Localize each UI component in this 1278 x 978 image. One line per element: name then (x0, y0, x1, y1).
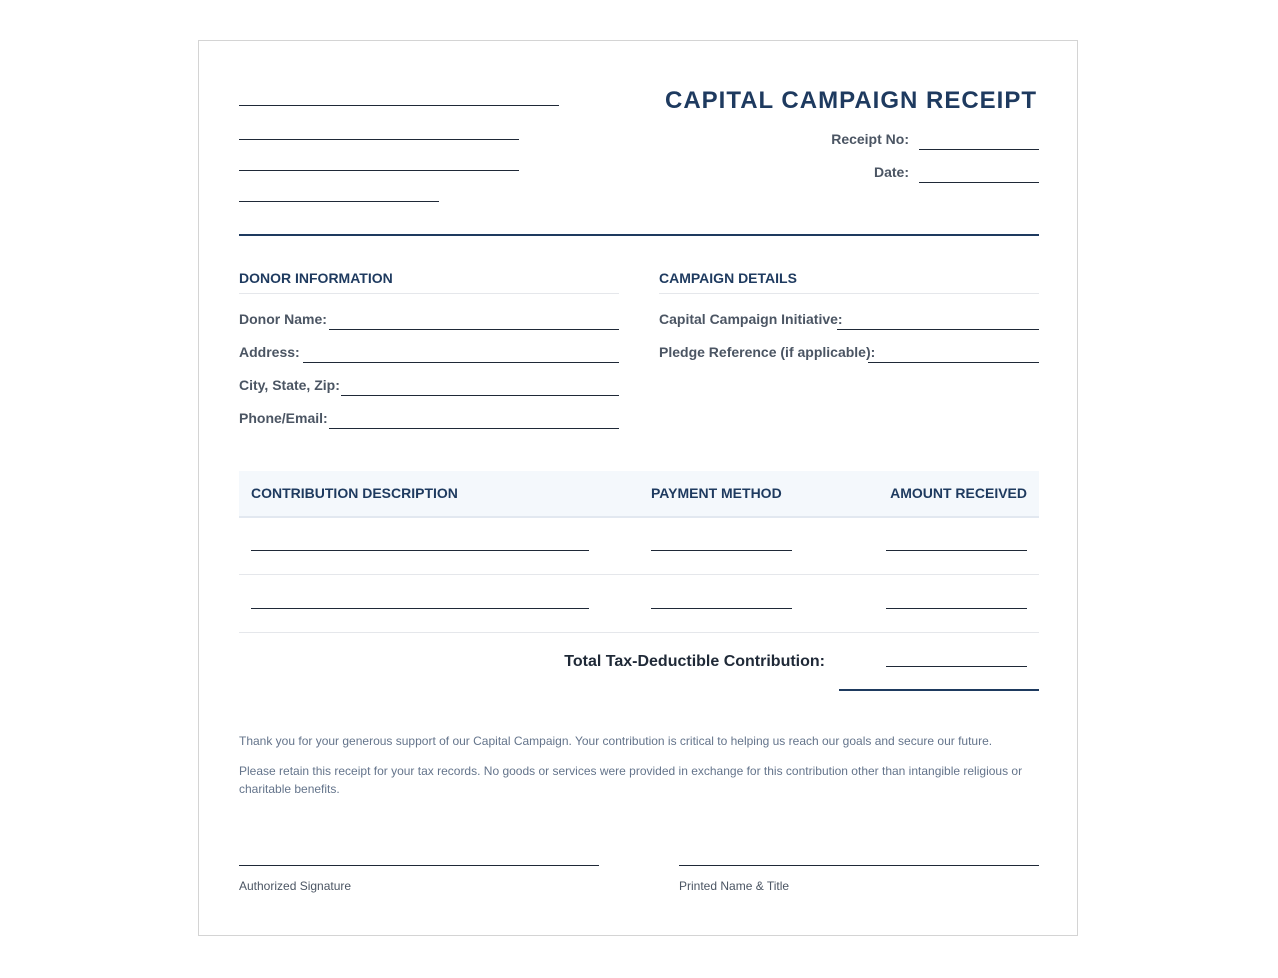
receipt-no-field[interactable] (919, 149, 1039, 150)
org-address-line[interactable] (239, 139, 519, 140)
org-city-line[interactable] (239, 170, 519, 171)
total-underline (839, 689, 1039, 691)
city-state-zip-field[interactable] (341, 395, 619, 396)
col-contribution-description: CONTRIBUTION DESCRIPTION (251, 485, 458, 501)
phone-email-label: Phone/Email: (239, 410, 328, 426)
org-phone-line[interactable] (239, 201, 439, 202)
contribution-table-header (239, 471, 1039, 518)
pledge-reference-label: Pledge Reference (if applicable): (659, 344, 876, 360)
col-amount-received: AMOUNT RECEIVED (890, 485, 1027, 501)
address-field[interactable] (303, 362, 619, 363)
printed-name-line[interactable] (679, 865, 1039, 866)
table-row-divider (239, 574, 1039, 575)
address-label: Address: (239, 344, 300, 360)
table-row-divider (239, 632, 1039, 633)
donor-section-divider (239, 293, 619, 294)
org-name-line[interactable] (239, 105, 559, 106)
row2-description-field[interactable] (251, 608, 589, 609)
phone-email-field[interactable] (329, 428, 619, 429)
row2-amount-field[interactable] (886, 608, 1027, 609)
city-state-zip-label: City, State, Zip: (239, 377, 340, 393)
total-amount-field[interactable] (886, 666, 1027, 667)
header-divider (239, 234, 1039, 236)
row2-payment-field[interactable] (651, 608, 792, 609)
donor-name-field[interactable] (329, 329, 619, 330)
campaign-initiative-field[interactable] (837, 329, 1039, 330)
tax-note: Please retain this receipt for your tax records. No goods or services were provided in exchange for this contribution other than intangible religious or charitable benefits. (239, 764, 1023, 796)
authorized-signature-line[interactable] (239, 865, 599, 866)
receipt-page (198, 40, 1078, 936)
pledge-reference-field[interactable] (868, 362, 1039, 363)
donor-name-label: Donor Name: (239, 311, 327, 327)
campaign-initiative-label: Capital Campaign Initiative: (659, 311, 843, 327)
col-payment-method: PAYMENT METHOD (651, 485, 782, 501)
row1-payment-field[interactable] (651, 550, 792, 551)
printed-name-label: Printed Name & Title (679, 879, 790, 893)
date-label: Date: (873, 164, 909, 180)
thank-you-note: Thank you for your generous support of our Capital Campaign. Your contribution is critical to helping us reach our goals and secure our future. (239, 734, 993, 748)
receipt-no-label: Receipt No: (831, 131, 909, 147)
receipt-title: CAPITAL CAMPAIGN RECEIPT (664, 87, 1037, 114)
authorized-signature-label: Authorized Signature (239, 879, 352, 893)
row1-amount-field[interactable] (886, 550, 1027, 551)
campaign-section-divider (659, 293, 1039, 294)
date-field[interactable] (919, 182, 1039, 183)
donor-section-title: DONOR INFORMATION (239, 270, 393, 286)
campaign-section-title: CAMPAIGN DETAILS (659, 270, 797, 286)
row1-description-field[interactable] (251, 550, 589, 551)
total-label: Total Tax-Deductible Contribution: (564, 653, 825, 670)
